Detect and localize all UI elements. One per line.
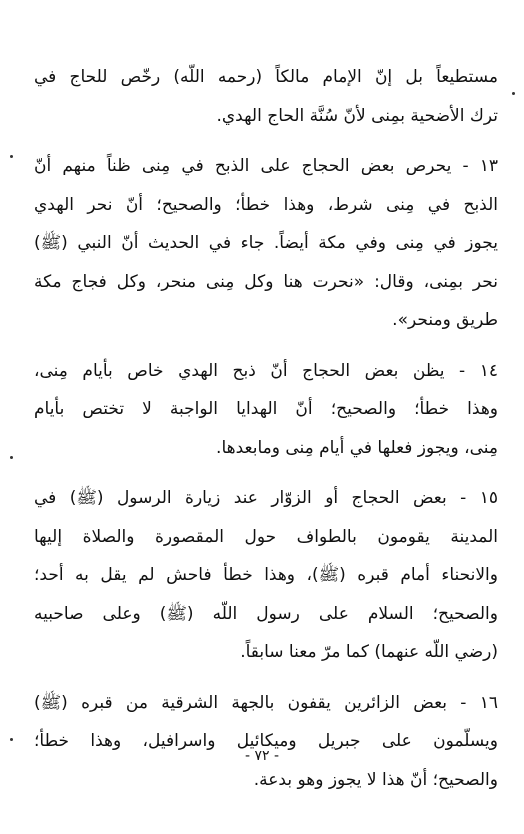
text-line: ١٥ - بعض الحجاج أو الزوّار عند زيارة الرسول (ﷺ) في	[34, 488, 498, 508]
text-line: والصحيح؛ أنّ هذا لا يجوز وهو بدعة.	[253, 769, 498, 790]
text-line: يجوز في مِنى وفي مكة أيضاً. جاء في الحديث أنّ النبي (ﷺ)	[34, 233, 498, 253]
text-line: ١٦ - بعض الزائرين يقفون بالجهة الشرقية من قبره (ﷺ)	[34, 692, 498, 713]
text-line: الذبح في مِنى شرط، وهذا خطأ؛ والصحيح؛ أنّ نحر الهدي	[34, 194, 498, 215]
text-line: ١٤ - يظن بعض الحجاج أنّ ذبح الهدي خاص بأيام مِنى،	[34, 360, 498, 381]
text-line: طريق ومنحر».	[392, 310, 498, 330]
paragraph-13	[34, 147, 498, 340]
text-line: ترك الأضحية بمِنى لأنّ سُنَّة الحاج الهدي.	[216, 105, 498, 126]
margin-speck	[512, 92, 515, 95]
paragraph-15	[34, 479, 498, 672]
text-line: ١٣ - يحرص بعض الحجاج على الذبح في مِنى ظناً منهم أنّ	[34, 156, 498, 176]
text-line: ويسلّمون على جبريل وميكائيل واسرافيل، وهذا خطأ؛	[34, 731, 498, 751]
text-line: والصحيح؛ السلام على رسول اللّه (ﷺ) وعلى صاحبيه	[34, 603, 498, 624]
paragraph-14	[34, 352, 498, 468]
text-line: والانحناء أمام قبره (ﷺ)، وهذا خطأ فاحش لم يقل به أحد؛	[34, 565, 498, 585]
text-line: مستطيعاً بل إنّ الإمام مالكاً (رحمه اللّه) رخّص للحاج في	[34, 67, 498, 87]
margin-speck	[10, 155, 13, 158]
page-number: - ٧٢ -	[244, 748, 280, 764]
margin-speck	[10, 738, 13, 741]
text-line: مِنى، ويجوز فعلها في أيام مِنى ومابعدها.	[216, 437, 498, 458]
text-line: وهذا خطأ؛ والصحيح؛ أنّ الهدايا الواجبة لا تختص بأيام	[34, 399, 498, 419]
text-line: (رضي اللّه عنهما) كما مرّ معنا سابقاً.	[240, 642, 498, 662]
margin-speck	[10, 456, 13, 459]
text-line: المدينة يقومون بالطواف حول المقصورة والصلاة إليها	[34, 526, 498, 547]
text-line: نحر بمِنى، وقال: «نحرت هنا وكل مِنى منحر، وكل فجاج مكة	[34, 271, 498, 292]
paragraph-continuation	[34, 58, 498, 135]
page-body	[34, 58, 498, 799]
paragraph-16	[34, 684, 498, 800]
